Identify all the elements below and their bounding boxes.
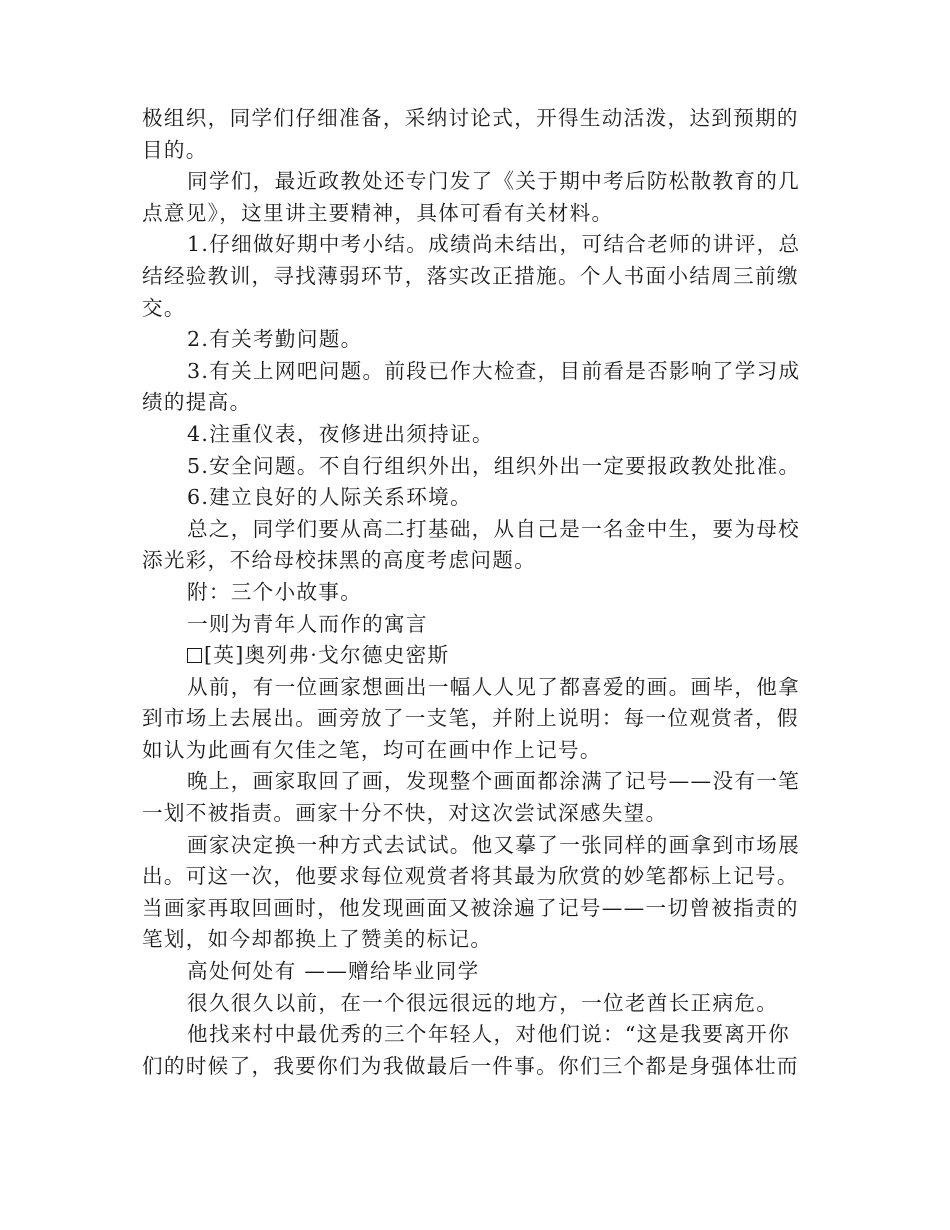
text-line <box>142 545 810 577</box>
text-line <box>142 324 810 356</box>
text-line-content: 他找来村中最优秀的三个年轻人，对他们说：“这是我要离开你 <box>187 1022 790 1047</box>
text-line-content: 画家决定换一种方式去试试。他又摹了一张同样的画拿到市场展 <box>187 832 801 857</box>
text-line <box>142 798 810 830</box>
text-line <box>142 198 810 230</box>
text-line <box>142 451 810 483</box>
text-line <box>142 261 810 293</box>
text-line-content: 一划不被指责。画家十分不快，对这次尝试深感失望。 <box>142 801 668 826</box>
text-line-content: 们的时候了，我要你们为我做最后一件事。你们三个都是身强体壮而 <box>142 1053 799 1078</box>
text-line <box>142 482 810 514</box>
text-line <box>142 640 810 672</box>
text-line-content: 6.建立良好的人际关系环境。 <box>187 485 472 510</box>
text-line <box>142 956 810 988</box>
text-line <box>142 577 810 609</box>
text-line-content: 如认为此画有欠佳之笔，均可在画中作上记号。 <box>142 737 602 762</box>
text-line <box>142 514 810 546</box>
text-line-content: 到市场上去展出。画旁放了一支笔，并附上说明：每一位观赏者，假 <box>142 706 799 731</box>
text-line-content: 晚上，画家取回了画，发现整个画面都涂满了记号——没有一笔 <box>187 769 801 794</box>
text-line <box>142 293 810 325</box>
text-line <box>142 703 810 735</box>
text-line <box>142 387 810 419</box>
text-line <box>142 988 810 1020</box>
text-line <box>142 672 810 704</box>
text-line-content: 高处何处有 ——赠给毕业同学 <box>187 959 480 984</box>
text-line-content: 4.注重仪表，夜修进出须持证。 <box>187 421 494 446</box>
text-line-content: 1.仔细做好期中考小结。成绩尚未结出，可结合老师的讲评，总 <box>187 232 801 257</box>
text-line <box>142 609 810 641</box>
square-box-icon <box>187 648 202 663</box>
text-line-content: 交。 <box>142 295 186 320</box>
text-line <box>142 766 810 798</box>
text-line-content: 目的。 <box>142 137 208 162</box>
text-line-content: 极组织，同学们仔细准备，采纳讨论式，开得生动活泼，达到预期的 <box>142 106 799 130</box>
text-line-content: 很久很久以前，在一个很远很远的地方，一位老酋长正病危。 <box>187 990 779 1015</box>
text-line <box>142 1051 810 1083</box>
text-line-content: 一则为青年人而作的寓言 <box>187 611 428 636</box>
text-line-content: 3.有关上网吧问题。前段已作大检查，目前看是否影响了学习成 <box>187 358 801 383</box>
text-line-content: 结经验教训，寻找薄弱环节，落实改正措施。个人书面小结周三前缴 <box>142 263 799 288</box>
text-line <box>142 103 810 135</box>
text-line-content: [英]奥列弗·戈尔德史密斯 <box>204 643 450 668</box>
text-line-content: 笔划，如今却都换上了赞美的标记。 <box>142 927 493 952</box>
text-line-content: 总之，同学们要从高二打基础，从自己是一名金中生，要为母校 <box>187 516 801 541</box>
text-line-content: 5.安全问题。不自行组织外出，组织外出一定要报政教处批准。 <box>187 453 801 478</box>
text-line <box>142 166 810 198</box>
text-line <box>142 830 810 862</box>
text-line <box>142 135 810 167</box>
text-line-content: 点意见》，这里讲主要精神，具体可看有关材料。 <box>142 200 614 225</box>
text-line <box>142 893 810 925</box>
text-line <box>142 229 810 261</box>
text-line-content: 当画家再取回画时，他发现画面又被涂遍了记号——一切曾被指责的 <box>142 895 799 920</box>
text-line-content: 绩的提高。 <box>142 390 252 415</box>
text-line <box>142 1019 810 1051</box>
text-line-content: 2.有关考勤问题。 <box>187 327 363 352</box>
text-line <box>142 861 810 893</box>
text-line-content: 附：三个小故事。 <box>187 579 363 604</box>
text-line-content: 同学们，最近政教处还专门发了《关于期中考后防松散教育的几 <box>187 169 801 194</box>
text-line-content: 出。可这一次，他要求每位观赏者将其最为欣赏的妙笔都标上记号。 <box>142 864 799 889</box>
text-line-content: 从前，有一位画家想画出一幅人人见了都喜爱的画。画毕，他拿 <box>187 674 801 699</box>
text-line <box>142 735 810 767</box>
text-line <box>142 419 810 451</box>
text-line-content: 添光彩，不给母校抹黑的高度考虑问题。 <box>142 548 537 573</box>
text-line <box>142 356 810 388</box>
text-line <box>142 924 810 956</box>
